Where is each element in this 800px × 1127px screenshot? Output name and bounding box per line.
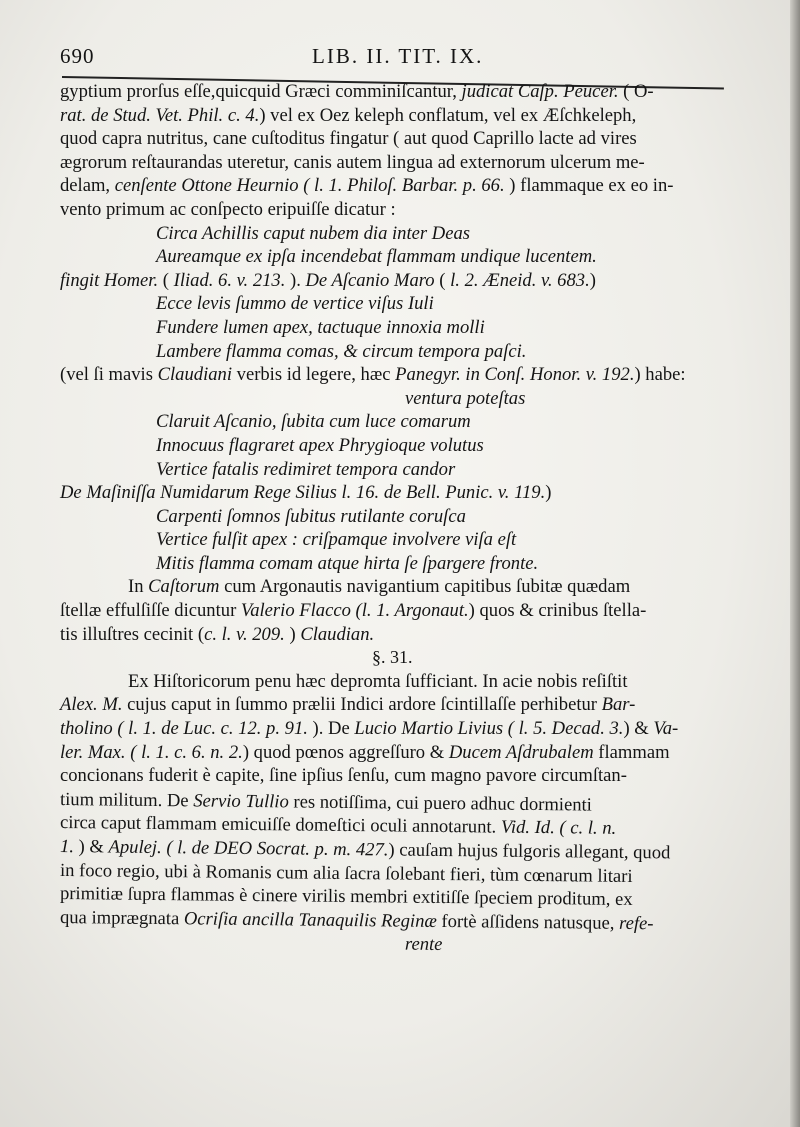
italic-span: Vertice fulſit apex : criſpamque involvere viſa eſt	[156, 529, 517, 551]
roman-span: tis illuſtres cecinit (	[60, 623, 205, 645]
roman-span: flammam	[593, 741, 670, 763]
text-line	[60, 340, 740, 364]
text-line	[60, 575, 740, 599]
text-line	[60, 670, 740, 694]
italic-span: Bar-	[601, 694, 636, 716]
italic-span: ler. Max. ( l. 1. c. 6. n. 2.	[60, 741, 243, 763]
roman-span: quod capra nutritus, cane cuſtoditus fingatur ( aut quod Caprillo lacte ad vires	[60, 128, 637, 150]
roman-span: ) &	[73, 836, 109, 858]
text-line	[60, 458, 740, 482]
text-line	[60, 245, 740, 269]
italic-span: Lucio Martio Livius ( l. 5. Decad. 3.	[354, 718, 624, 740]
roman-span: qua imprægnata	[59, 906, 185, 930]
roman-span: §. 31.	[372, 647, 413, 668]
roman-span: delam,	[60, 175, 115, 197]
roman-span: concionans fuderit è capite, ſine ipſius ſenſu, cum magno pavore circumſtan-	[60, 765, 627, 787]
italic-span: Circa Achillis caput nubem dia inter Deas	[156, 222, 470, 244]
italic-span: c. l. v. 209.	[204, 623, 285, 645]
roman-span: ) flammaque ex eo in-	[504, 175, 674, 197]
italic-span: Alex. M.	[60, 694, 123, 716]
text-line	[60, 269, 740, 293]
italic-span: Carpenti ſomnos ſubitus rutilante coruſca	[156, 505, 466, 527]
roman-span: ) cauſam hujus fulgoris allegant, quod	[388, 839, 671, 864]
text-line	[60, 292, 740, 316]
italic-span: Claruit Aſcanio, ſubita cum luce comarum	[156, 411, 471, 433]
roman-span: ) quod pœnos aggreſſuro &	[242, 741, 449, 763]
italic-span: Claudian.	[300, 623, 375, 645]
italic-span: Iliad. 6. v. 213.	[173, 269, 286, 291]
roman-span: res notiſſima, cui puero adhuc dormienti	[288, 791, 593, 816]
roman-span: )	[545, 482, 552, 504]
italic-span: Servio Tullio	[193, 790, 289, 813]
roman-span: ( O-	[618, 81, 654, 102]
italic-span: Va-	[653, 718, 679, 740]
italic-span: fingit Homer.	[60, 269, 159, 291]
roman-span: ).	[285, 269, 306, 291]
italic-span: Caſtorum	[148, 576, 220, 598]
roman-span: primitiæ ſupra flammas è cinere virilis membri extitiſſe ſpeciem proditum, ex	[59, 883, 633, 911]
running-head: LIB. II. TIT. IX.	[312, 44, 484, 68]
roman-span: cujus caput in ſummo prælii Indici ardore ſcintillaſſe perhibetur	[122, 694, 602, 716]
text-line	[60, 104, 740, 128]
italic-span: Mitis flamma comam atque hirta ſe ſpargere fronte.	[156, 552, 539, 574]
text-line	[60, 363, 740, 387]
italic-span: Valerio Flacco (l. 1. Argonaut.	[240, 600, 469, 622]
roman-span: vento primum ac conſpecto eripuiſſe dicatur :	[60, 198, 396, 220]
italic-span: l. 2. Æneid. v. 683.	[450, 269, 590, 291]
italic-span: Apulej. ( l. de DEO Socrat. p. m. 427.	[108, 836, 389, 861]
italic-span: Claudiani	[157, 364, 232, 386]
roman-span: )	[284, 623, 301, 645]
italic-span: refe-	[619, 912, 654, 934]
text-line	[60, 623, 740, 647]
roman-span: ). De	[307, 718, 355, 740]
text-line	[60, 505, 740, 529]
text-line	[60, 764, 740, 788]
italic-span: Aureamque ex ipſa incendebat flammam undique lucentem.	[156, 246, 597, 268]
italic-span: Fundere lumen apex, tactuque innoxia molli	[156, 316, 485, 338]
text-line	[60, 198, 740, 222]
page-header	[60, 44, 720, 74]
text-line	[60, 528, 740, 552]
italic-span: Ocriſia ancilla Tanaquilis Reginæ	[183, 908, 437, 932]
roman-span: (	[158, 269, 174, 291]
roman-span: ) &	[623, 718, 654, 740]
roman-span: ) habe:	[634, 364, 686, 386]
roman-span: verbis id legere, hæc	[232, 364, 396, 386]
italic-span: ventura poteſtas	[405, 387, 526, 409]
roman-span: ægrorum reſtaurandas uteretur, canis autem lingua ad externorum ulcerum me-	[60, 151, 645, 173]
italic-span: Ducem Aſdrubalem	[448, 741, 594, 763]
roman-span: (vel ſi mavis	[60, 364, 158, 386]
italic-span: De Maſiniſſa Numidarum Rege Silius l. 16. de Bell. Punic. v. 119.	[60, 482, 546, 504]
italic-span: Vertice fatalis redimiret tempora candor	[156, 458, 456, 480]
text-line	[60, 387, 740, 411]
roman-span: ſtellæ effulſiſſe dicuntur	[60, 600, 241, 622]
text-line	[60, 693, 740, 717]
roman-span: Ex Hiſtoricorum penu hæc depromta ſufficiant. In acie nobis reſiſtit	[128, 670, 628, 692]
roman-span: cum Argonautis navigantium capitibus ſubitæ quædam	[219, 576, 631, 598]
roman-span: ) quos & crinibus ſtella-	[468, 600, 647, 622]
text-line	[60, 80, 740, 104]
text-line	[60, 434, 740, 458]
roman-span: circa caput flammam emicuiſſe domeſtici oculi annotarunt.	[59, 812, 502, 839]
italic-span: 1.	[59, 836, 75, 858]
italic-span: Panegyr. in Conſ. Honor. v. 192.	[395, 364, 635, 386]
text-line	[60, 646, 740, 670]
roman-span: In	[128, 576, 149, 598]
roman-span: (	[434, 269, 451, 291]
italic-span: Vid. Id. ( c. l. n.	[500, 817, 617, 840]
roman-span: )	[589, 269, 596, 291]
italic-span: De Aſcanio Maro	[305, 269, 435, 291]
text-line	[60, 222, 740, 246]
italic-span: judicat Caſp. Peucer.	[461, 81, 619, 102]
page-gutter-shadow	[790, 0, 800, 1127]
italic-span: Innocuus flagraret apex Phrygioque volutus	[156, 434, 484, 456]
text-line	[60, 410, 740, 434]
text-line	[60, 174, 740, 198]
roman-span: in foco regio, ubi à Romanis cum alia ſacra ſolebant fieri, tùm cœnarum litari	[59, 859, 633, 887]
text-line	[60, 741, 740, 765]
italic-span: rente	[404, 933, 443, 956]
roman-span: ) vel ex Oez keleph conflatum, vel ex Æſchkeleph,	[259, 104, 637, 126]
text-line	[60, 127, 740, 151]
roman-span: gyptium prorſus eſſe,quicquid Græci comminiſcantur,	[60, 81, 462, 102]
roman-span: fortè aſſidens natusque,	[436, 910, 620, 934]
italic-span: Ecce levis ſummo de vertice viſus Iuli	[156, 293, 434, 315]
italic-span: Lambere flamma comas, & circum tempora paſci.	[156, 340, 527, 362]
text-line	[60, 552, 740, 576]
italic-span: rat. de Stud. Vet. Phil. c. 4.	[60, 104, 260, 126]
italic-span: cenſente Ottone Heurnio ( l. 1. Philoſ. Barbar. p. 66.	[114, 175, 505, 197]
body-text	[59, 80, 740, 956]
text-line	[60, 717, 740, 741]
italic-span: tholino ( l. 1. de Luc. c. 12. p. 91.	[60, 718, 308, 740]
text-line	[60, 151, 740, 175]
text-line	[60, 599, 740, 623]
text-line	[60, 316, 740, 340]
roman-span: tium militum. De	[59, 788, 194, 812]
text-line	[60, 481, 740, 505]
page-number: 690	[60, 44, 95, 68]
